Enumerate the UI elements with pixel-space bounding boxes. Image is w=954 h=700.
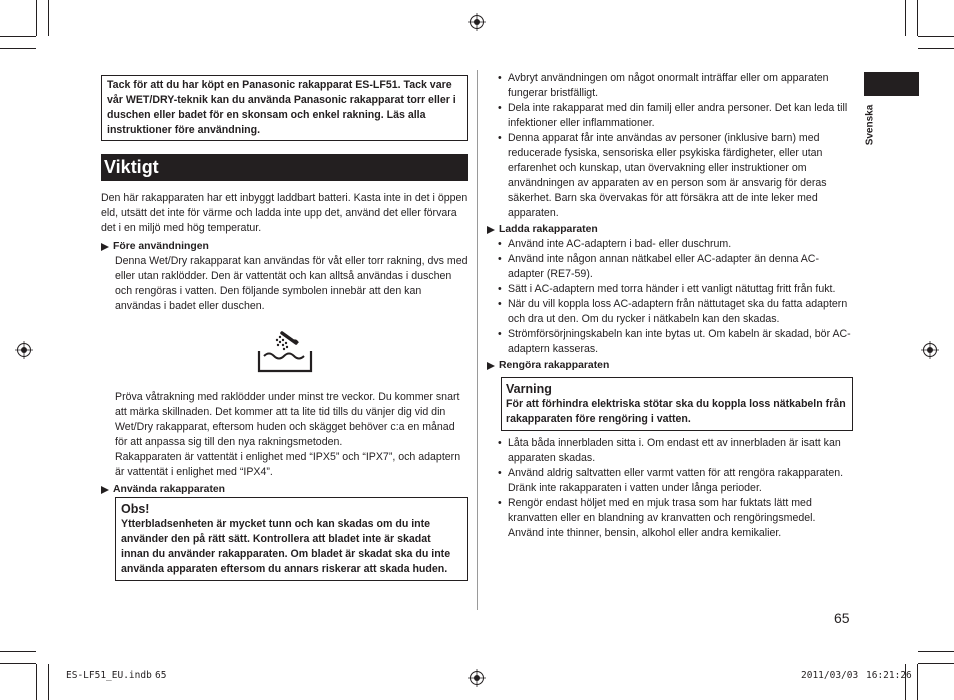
general-bullets (487, 71, 853, 221)
subheading-cleaning (487, 358, 853, 373)
list-item: • Denna apparat får inte användas av personer (inklusive barn) med reducerade fysiska, sensoriska eller psykiska färdigheter, eller utan erfarenhet och kunskap, utan övervakning eller instruktioner om användningen av apparaten av en person som är ansvarig för deras säkerhet. Barn ska övervakas för att försäkra att de inte leker med apparaten. (487, 131, 853, 221)
crop-mark (48, 664, 49, 700)
registration-mark-icon (15, 341, 33, 359)
warning-box (501, 377, 853, 431)
arrow-right-icon (487, 362, 495, 370)
wet-shaving-paragraph: Pröva våtrakning med raklödder under minst tre veckor. Du kommer snart att märka skillnaden. Det kommer att ta lite tid tills du vänjer dig vid din Wet/Dry rakapparat, eftersom huden och skägget behöver c:a en månad för att anpassa sig till den nya rakningsmetoden. (115, 391, 460, 448)
list-item: • Rengör endast höljet med en mjuk trasa som har fuktats lätt med kranvatten eller en blandning av kranvatten och rengöringsmedel. Använd inte thinner, bensin, alkohol eller andra kemikalier. (487, 496, 853, 541)
page-number: 65 (834, 610, 850, 626)
subheading-label: Använda rakapparaten (113, 484, 226, 495)
crop-mark (0, 651, 36, 652)
note-box (115, 497, 468, 581)
crop-mark (905, 0, 906, 36)
warning-title: Varning (506, 382, 552, 396)
left-column (101, 75, 468, 581)
bath-shower-icon (256, 329, 314, 375)
intro-box (101, 75, 468, 141)
registration-mark-icon (921, 341, 939, 359)
subheading-label: Före användningen (113, 241, 209, 252)
list-item: • Använd aldrig saltvatten eller varmt vatten för att rengöra rakapparaten. Dränk inte rakapparaten i vatten under långa perioder. (487, 466, 853, 496)
section-title: Viktigt (104, 157, 159, 177)
crop-mark (0, 36, 36, 37)
symbol-area (101, 314, 468, 390)
subheading-using (101, 482, 468, 497)
subheading-label: Ladda rakapparaten (499, 224, 598, 235)
arrow-right-icon (487, 226, 495, 234)
language-tab (864, 72, 919, 96)
registration-mark-icon (468, 669, 486, 687)
crop-mark (36, 0, 37, 36)
list-item: • Använd inte AC-adaptern i bad- eller duschrum. (487, 237, 853, 252)
charging-bullets (487, 237, 853, 357)
warning-text: För att förhindra elektriska stötar ska du koppla loss nätkabeln från rakapparaten före rengöring i vatten. (506, 398, 846, 425)
subheading-before-use (101, 239, 468, 254)
list-item: • Sätt i AC-adaptern med torra händer i ett vanligt nätuttag fritt från fukt. (487, 282, 853, 297)
crop-mark (918, 651, 954, 652)
crop-mark (918, 36, 954, 37)
list-item: • Låta båda innerbladen sitta i. Om endast ett av innerbladen är isatt kan apparaten skadas. (487, 436, 853, 466)
crop-mark (918, 48, 954, 49)
crop-mark (918, 663, 954, 664)
subheading-label: Rengöra rakapparaten (499, 360, 610, 371)
crop-mark (0, 48, 36, 49)
subheading-charging (487, 222, 853, 237)
footer-file-page: 65 (155, 670, 167, 681)
list-item: • Avbryt användningen om något onormalt inträffar eller om apparaten fungerar bristfälligt. (487, 71, 853, 101)
intro-text: Tack för att du har köpt en Panasonic rakapparat ES-LF51. Tack vare vår WET/DRY-teknik kan du använda Panasonic rakapparat torr eller i duschen eller badet för en skonsam och enkel rakning. Läs alla instruktioner före användning. (107, 79, 456, 136)
list-item: • Använd inte någon annan nätkabel eller AC-adapter än denna AC-adapter (RE7-59). (487, 252, 853, 282)
arrow-right-icon (101, 486, 109, 494)
list-item: • När du vill koppla loss AC-adaptern från nättutaget ska du fatta adaptern och dra ut den. Om du rycker i nätkabeln kan den skadas. (487, 297, 853, 327)
language-label-wrap (862, 100, 878, 150)
right-column (487, 71, 853, 541)
before-use-paragraph: Denna Wet/Dry rakapparat kan användas för våt eller torr rakning, dvs med eller utan raklödder. Den är vattentät och kan alltså användas i duschen och rengöras i vatten. Den följande symbolen innebär att den kan användas i badet eller duschen. (115, 255, 468, 312)
battery-paragraph: Den här rakapparaten har ett inbyggt laddbart batteri. Kasta inte in det i öppen eld, utsätt det inte för värme och ladda inte upp det, använd det eller förvara det i en miljö med hög temperatur. (101, 192, 468, 234)
list-item: • Strömförsörjningskabeln kan inte bytas ut. Om kabeln är skadad, bör AC-adaptern kasseras. (487, 327, 853, 357)
note-title: Obs! (121, 502, 150, 516)
note-text: Ytterbladsenheten är mycket tunn och kan skadas om du inte använder den på rätt sätt. Kontrollera att bladet inte är skadat innan du använder rakapparaten. Om bladet är skadat ska du inte använda apparaten eftersom du annars riskerar att skada huden. (121, 518, 451, 575)
column-divider (477, 70, 478, 610)
crop-mark (917, 0, 918, 36)
section-title-bar (101, 154, 468, 181)
crop-mark (36, 664, 37, 700)
language-label: Svenska (864, 104, 876, 146)
registration-mark-icon (468, 13, 486, 31)
crop-mark (48, 0, 49, 36)
crop-mark (917, 664, 918, 700)
footer-date: 2011/03/03 (801, 670, 859, 681)
list-item: • Dela inte rakapparat med din familj eller andra personer. Det kan leda till infektioner eller inflammationer. (487, 101, 853, 131)
crop-mark (0, 663, 36, 664)
waterproof-paragraph: Rakapparaten är vattentät i enlighet med “IPX5” och “IPX7”, och adaptern är vattentät i enlighet med “IPX4”. (115, 451, 461, 478)
arrow-right-icon (101, 243, 109, 251)
footer-file: ES-LF51_EU.indb (66, 670, 152, 681)
cleaning-bullets (487, 436, 853, 541)
footer-time: 16:21:26 (866, 670, 912, 681)
